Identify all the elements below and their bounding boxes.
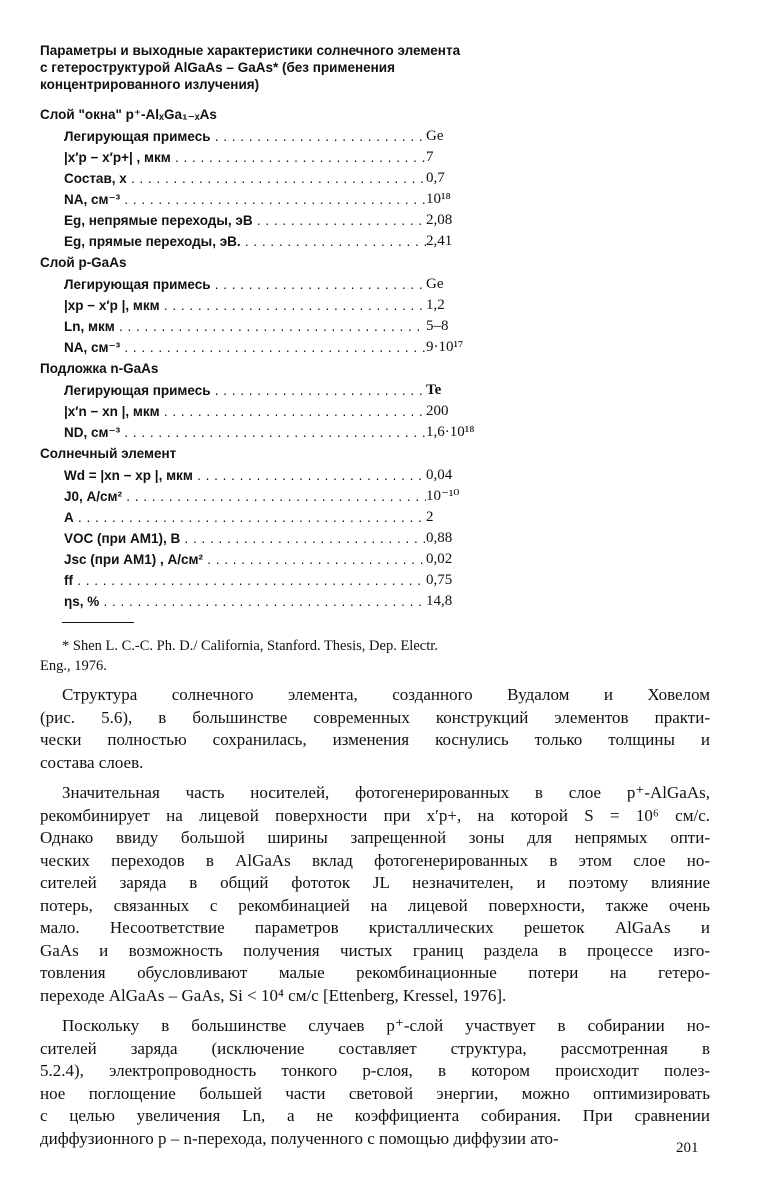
footnote-divider bbox=[62, 622, 134, 623]
text-line: Поскольку в большинстве случаев p⁺-слой участвует в собирании но- bbox=[62, 1016, 710, 1035]
parameter-label: Состав, x . . . bbox=[64, 168, 426, 189]
parameter-row bbox=[40, 528, 510, 549]
footnote-line: Eng., 1976. bbox=[40, 658, 107, 674]
text-line: потерь, связанных с рекомбинацией на лицевой поверхности, также очень bbox=[40, 895, 710, 915]
parameter-row bbox=[40, 380, 510, 401]
parameter-row bbox=[40, 316, 510, 337]
parameter-label: A . . . bbox=[64, 507, 426, 528]
section-title: Солнечный элемент bbox=[40, 446, 177, 461]
parameter-value: 200 bbox=[426, 403, 449, 419]
parameter-value: 0,02 bbox=[426, 551, 453, 567]
parameter-row bbox=[40, 570, 510, 591]
parameter-label: |x′p − x′p+| , мкм . . . bbox=[64, 147, 426, 168]
text-line: товления обусловливают малые рекомбинационные потери на гетеро- bbox=[40, 963, 710, 982]
parameter-value: Ge bbox=[426, 128, 444, 144]
text-line: ное поглощение большей части световой энергии, можно оптимизировать bbox=[40, 1083, 710, 1103]
parameter-label: ND, см⁻³ . . . bbox=[64, 422, 426, 443]
paragraph bbox=[40, 1015, 710, 1150]
parameter-label: Wd = |xn − xp |, мкм . . . bbox=[64, 465, 426, 486]
text-line: рекомбинирует на лицевой поверхности при x′p+, на которой S = 10⁶ см/с. bbox=[40, 805, 710, 825]
text-line: чески полностью сохранилась, изменения коснулись только толщины и bbox=[40, 730, 710, 749]
parameter-label: Легирующая примесь . . . bbox=[64, 380, 426, 401]
parameter-row bbox=[40, 486, 510, 507]
parameter-value: 1,2 bbox=[426, 297, 445, 313]
text-line: 5.2.4), электропроводность тонкого p-слоя, в котором происходит полез- bbox=[40, 1061, 710, 1080]
parameter-value: 0,7 bbox=[426, 170, 445, 186]
parameter-value: 2,08 bbox=[426, 212, 453, 228]
caption-line: Параметры и выходные характеристики солнечного элемента bbox=[40, 43, 461, 58]
parameter-value: 1,6·10¹⁸ bbox=[426, 424, 475, 440]
body-text bbox=[40, 684, 710, 1158]
parameter-value: 14,8 bbox=[426, 593, 453, 609]
parameter-value: 2,41 bbox=[426, 233, 453, 249]
parameter-row bbox=[40, 401, 510, 422]
parameters-table bbox=[40, 104, 510, 612]
text-line: диффузионного p – n-перехода, полученного с помощью диффузии ато- bbox=[40, 1128, 559, 1148]
parameter-label: |xp − x′p |, мкм . . . bbox=[64, 295, 426, 316]
page-number: 201 bbox=[676, 1140, 699, 1156]
parameter-value: 0,04 bbox=[426, 467, 453, 483]
parameter-label: ff . . . bbox=[64, 570, 426, 591]
text-line: Однако ввиду большой ширины запрещенной зоны для непрямых опти- bbox=[40, 828, 710, 847]
parameter-value: 10⁻¹⁰ bbox=[426, 488, 460, 504]
caption-line: с гетероструктурой AlGaAs – GaAs* (без применения bbox=[40, 60, 395, 75]
parameter-row bbox=[40, 337, 510, 358]
parameter-value: 0,75 bbox=[426, 572, 453, 588]
parameter-label: Ln, мкм . . . bbox=[64, 316, 426, 337]
parameter-row bbox=[40, 507, 510, 528]
parameter-label: VOC (при AM1), В . . . bbox=[64, 528, 426, 549]
parameter-label: Легирующая примесь . . . bbox=[64, 274, 426, 295]
paragraph bbox=[40, 684, 710, 774]
parameter-label: NA, см⁻³ . . . bbox=[64, 189, 426, 210]
parameter-label: Eg, прямые переходы, эВ. . . . bbox=[64, 231, 426, 252]
parameter-label: ηs, % . . . bbox=[64, 591, 426, 612]
parameter-label: NA, см⁻³ . . . bbox=[64, 337, 426, 358]
parameter-value: 7 bbox=[426, 149, 434, 165]
parameter-row bbox=[40, 210, 510, 231]
parameter-row bbox=[40, 274, 510, 295]
caption-line: концентрированного излучения) bbox=[40, 77, 260, 92]
footnote-line: * Shen L. C.-C. Ph. D./ California, Stanford. Thesis, Dep. Electr. bbox=[62, 638, 438, 654]
parameter-row bbox=[40, 422, 510, 443]
parameter-label: J0, А/см² . . . bbox=[64, 486, 426, 507]
text-line: Значительная часть носителей, фотогенерированных в слое p⁺-AlGaAs, bbox=[62, 783, 710, 802]
parameter-label: Jsc (при AM1) , А/см² . . . bbox=[64, 549, 426, 570]
parameter-row bbox=[40, 168, 510, 189]
text-line: GaAs и возможность получения чистых границ раздела в процессе изго- bbox=[40, 940, 710, 960]
paragraph bbox=[40, 782, 710, 1007]
text-line: сителей заряда в общий фототок JL незначителен, и поэтому влияние bbox=[40, 873, 710, 892]
parameter-label: Eg, непрямые переходы, эВ . . . bbox=[64, 210, 426, 231]
parameter-row bbox=[40, 126, 510, 147]
text-line: (рис. 5.6), в большинстве современных конструкций элементов практи- bbox=[40, 707, 710, 727]
parameter-value: Ge bbox=[426, 276, 444, 292]
parameter-row bbox=[40, 147, 510, 168]
parameter-row bbox=[40, 295, 510, 316]
footnote bbox=[40, 636, 540, 676]
text-line: с целью увеличения Ln, а не коэффициента собирания. При сравнении bbox=[40, 1106, 710, 1125]
parameter-row bbox=[40, 189, 510, 210]
text-line: ческих переходов в AlGaAs вклад фотогенерированных в этом слое но- bbox=[40, 850, 710, 870]
section-title: Подложка n-GaAs bbox=[40, 361, 159, 376]
text-line: мало. Несоответствие параметров кристаллических решеток AlGaAs и bbox=[40, 918, 710, 937]
parameter-label: Легирующая примесь . . . bbox=[64, 126, 426, 147]
parameter-value: 10¹⁸ bbox=[426, 191, 451, 207]
parameter-row bbox=[40, 465, 510, 486]
parameter-row bbox=[40, 591, 510, 612]
parameter-row bbox=[40, 549, 510, 570]
parameter-row bbox=[40, 231, 510, 252]
parameter-value: 0,88 bbox=[426, 530, 453, 546]
parameter-value: 2 bbox=[426, 509, 434, 525]
text-line: состава слоев. bbox=[40, 752, 144, 772]
table-caption bbox=[40, 42, 560, 93]
parameter-value: Te bbox=[426, 382, 442, 398]
text-line: переходе AlGaAs – GaAs, Si < 10⁴ см/с [Ettenberg, Kressel, 1976]. bbox=[40, 985, 507, 1005]
parameter-value: 9·10¹⁷ bbox=[426, 339, 464, 355]
parameter-value: 5–8 bbox=[426, 318, 449, 334]
section-title: Слой "окна" p⁺-AlₓGa₁₋ₓAs bbox=[40, 107, 217, 122]
parameter-label: |x′n − xn |, мкм . . . bbox=[64, 401, 426, 422]
text-line: сителей заряда (исключение составляет структура, рассмотренная в bbox=[40, 1038, 710, 1058]
section-title: Слой p-GaAs bbox=[40, 255, 127, 270]
text-line: Структура солнечного элемента, созданного Вудалом и Ховелом bbox=[62, 685, 710, 704]
